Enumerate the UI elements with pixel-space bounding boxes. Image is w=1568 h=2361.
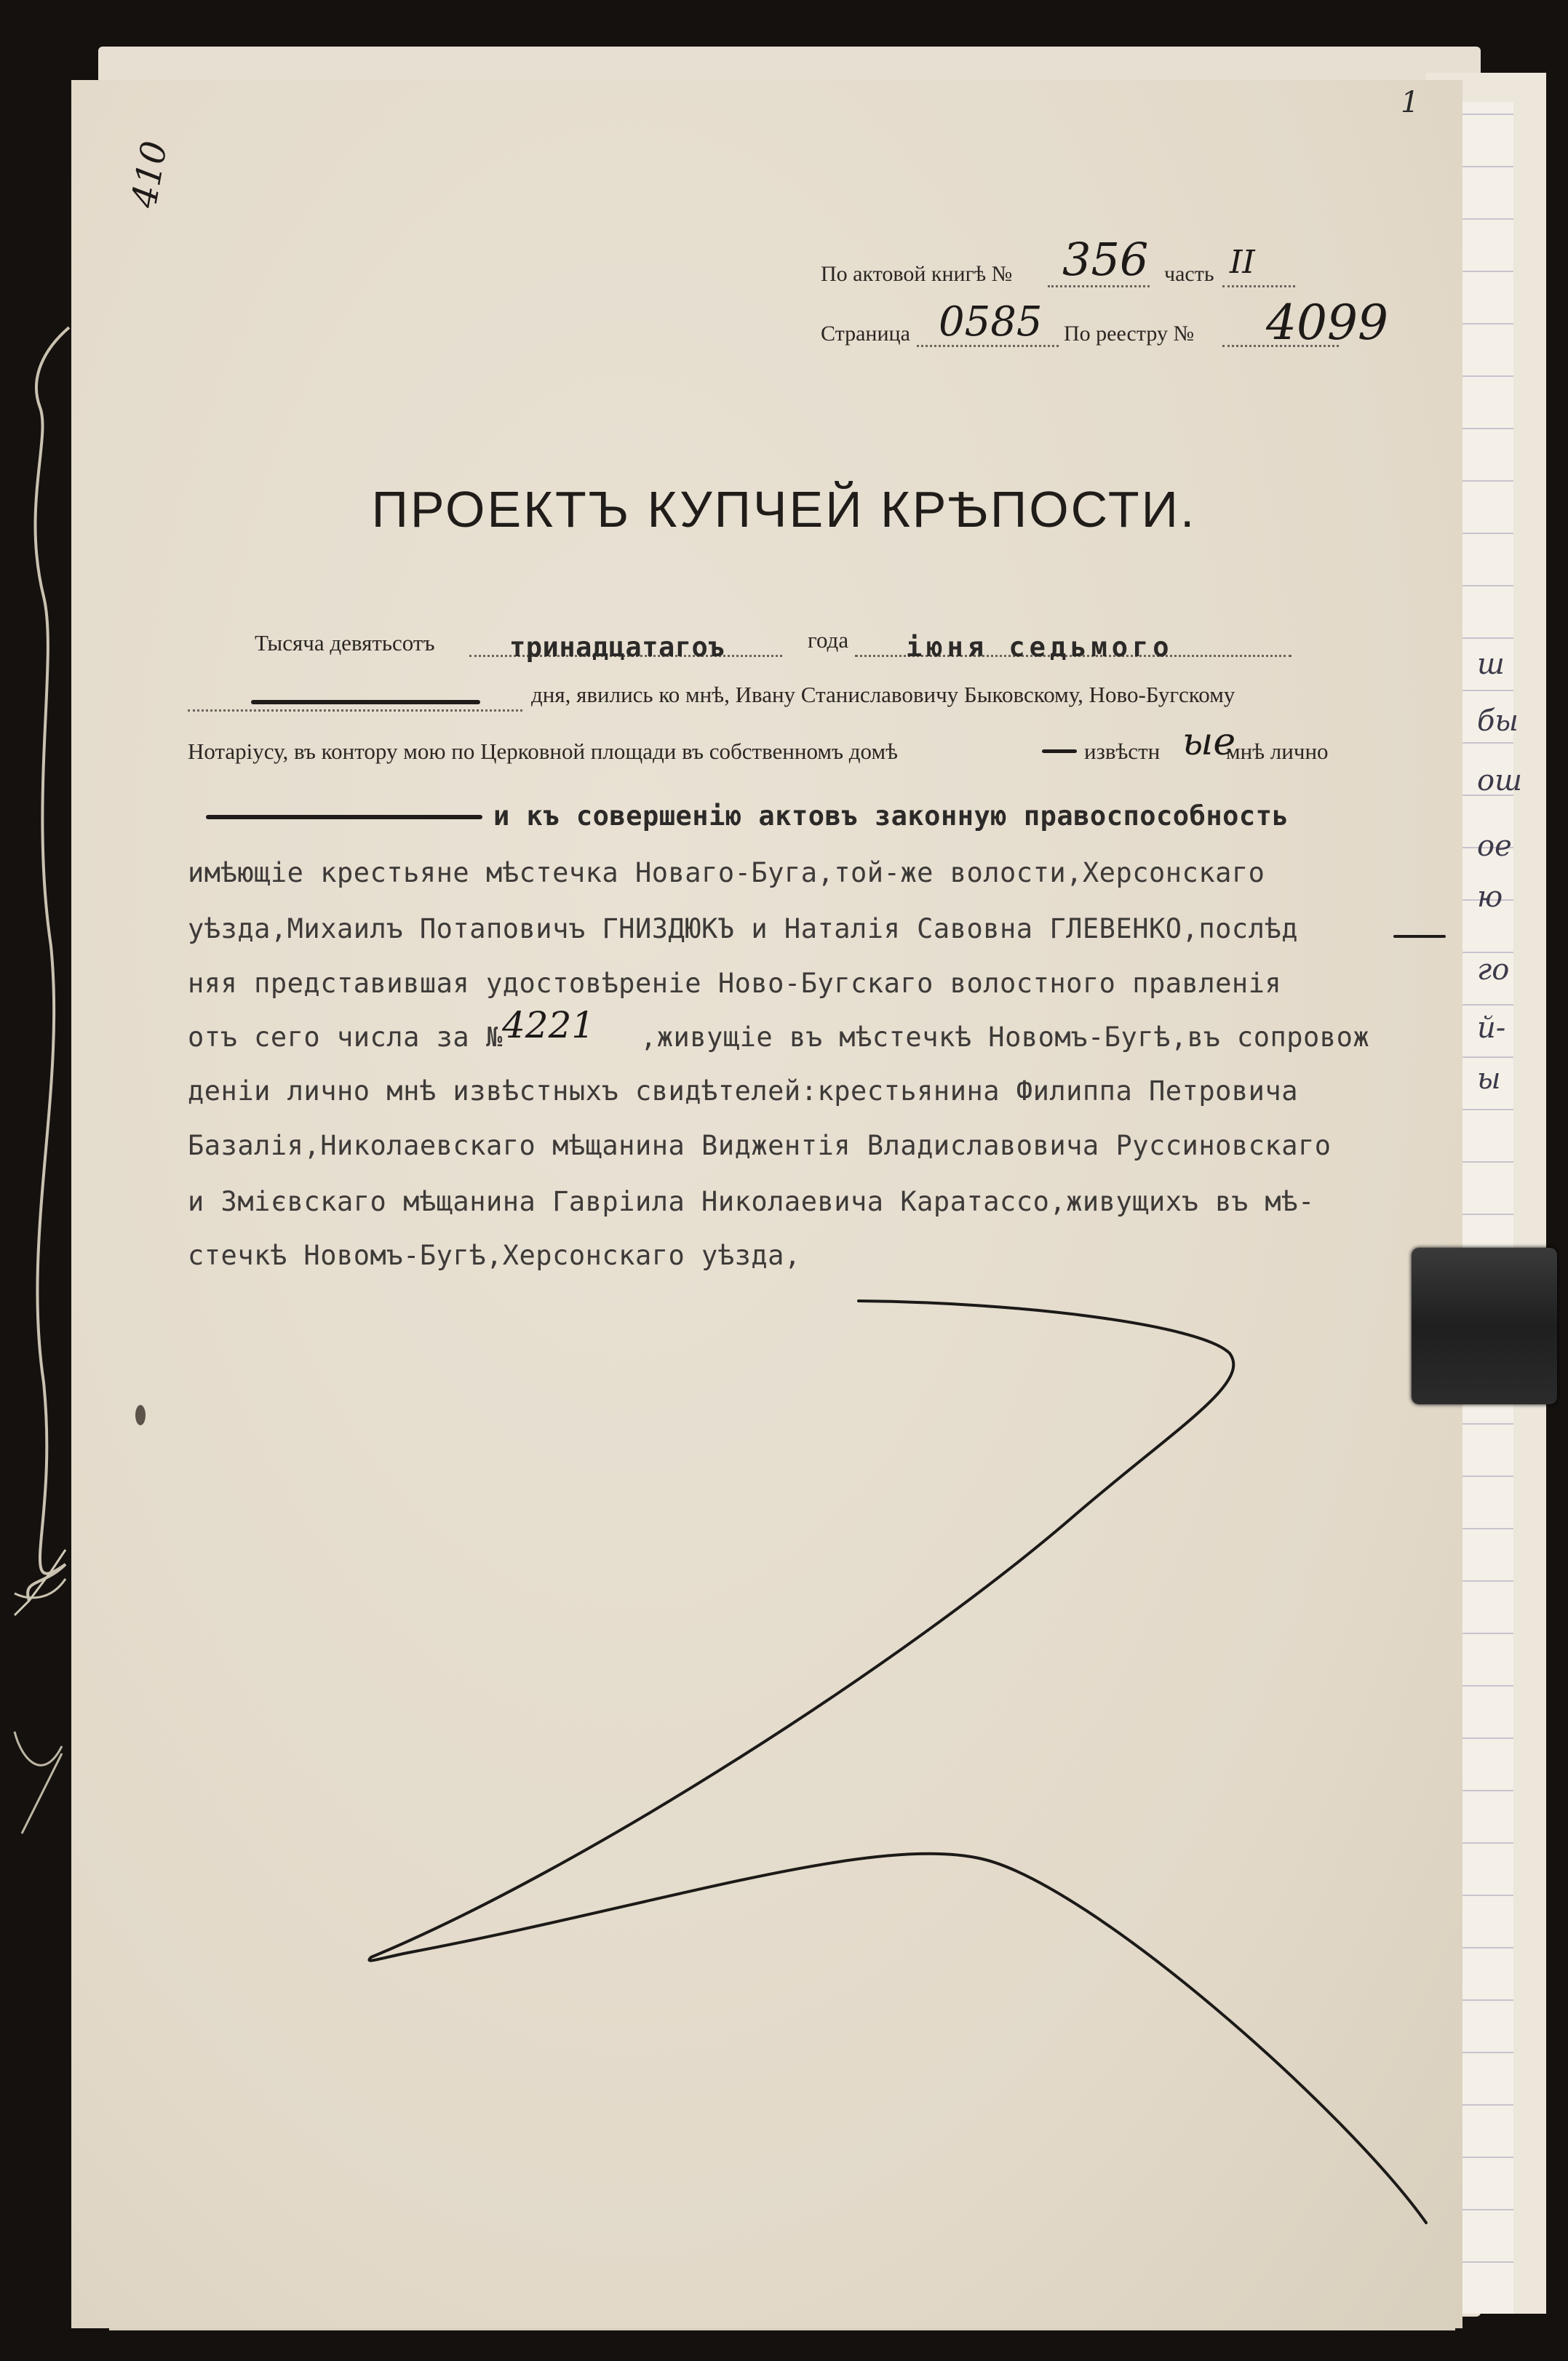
body-line-5a: отъ сего числа за № xyxy=(188,1022,503,1053)
registry-value: 4099 xyxy=(1266,295,1388,351)
body-line-8: и Змієвскаго мѣщанина Гавріила Николаевича Каратассо,живущихъ въ мѣ- xyxy=(188,1186,1315,1217)
book-number: 356 xyxy=(1062,233,1149,286)
page-label: Страница xyxy=(821,322,910,346)
corner-page-number: 1 xyxy=(1401,86,1420,119)
edge-letter-3: ош xyxy=(1477,764,1522,797)
page-value: 0585 xyxy=(939,298,1043,346)
year-value: тринадцатагоъ xyxy=(509,632,725,663)
body-line-4: няя представившая удостовѣреніе Ново-Бугскаго волостного правленія xyxy=(188,968,1282,999)
edge-letter-1: ш xyxy=(1477,648,1505,681)
body-line-7: Базалія,Николаевскаго мѣщанина Виджентія Владиславовича Руссиновскаго xyxy=(188,1130,1332,1161)
intro-line-2: дня, явились ко мнѣ, Ивану Станиславовичу Быковскому, Ново-Бугскому xyxy=(531,682,1235,707)
body-line-9: стечкѣ Новомъ-Бугѣ,Херсонскаго уѣзда, xyxy=(188,1240,801,1271)
registry-label: По реестру № xyxy=(1064,322,1195,346)
year-suffix: года xyxy=(808,627,849,653)
edge-letter-4: ое xyxy=(1477,829,1512,863)
body-line-2: имѣющіе крестьяне мѣстечка Новаго-Буга,той-же волости,Херсонскаго xyxy=(188,857,1265,888)
edge-letter-7: й- xyxy=(1477,1011,1506,1045)
body-line-5b: ,живущіе въ мѣстечкѣ Новомъ-Бугѣ,въ сопровож xyxy=(640,1022,1370,1053)
body-line-1: и къ совершенію актовъ законную правоспособность xyxy=(493,800,1289,832)
body-line-6: деніи лично мнѣ извѣстныхъ свидѣтелей:крестьянина Филиппа Петровича xyxy=(188,1075,1298,1107)
known-label: извѣстн xyxy=(1084,738,1161,764)
part-value: II xyxy=(1230,244,1255,281)
edge-letter-6: го xyxy=(1477,953,1510,987)
document-title: ПРОЕКТЪ КУПЧЕЙ КРѢПОСТИ. xyxy=(371,481,1197,538)
date-value: іюня седьмого xyxy=(906,632,1174,663)
edge-letter-2: бы xyxy=(1477,704,1519,738)
intro-line-3: Нотаріусу, въ контору мою по Церковной площади въ собственномъ домѣ xyxy=(188,738,898,764)
part-label: часть xyxy=(1164,262,1214,286)
certificate-number: 4221 xyxy=(502,1004,595,1046)
margin-note: 410 xyxy=(124,138,176,211)
edge-letter-8: ы xyxy=(1477,1062,1501,1096)
body-line-3: уѣзда,Михаилъ Потаповичъ ГНИЗДЮКЪ и Наталія Савовна ГЛЕВЕНКО,послѣд xyxy=(188,913,1298,944)
edge-letter-5: ю xyxy=(1477,880,1503,914)
year-label: Тысяча девятьсотъ xyxy=(255,630,435,656)
book-label: По актовой книгѣ № xyxy=(821,262,1013,286)
known-end: мнѣ лично xyxy=(1226,738,1329,764)
known-hand: ые xyxy=(1182,720,1236,764)
